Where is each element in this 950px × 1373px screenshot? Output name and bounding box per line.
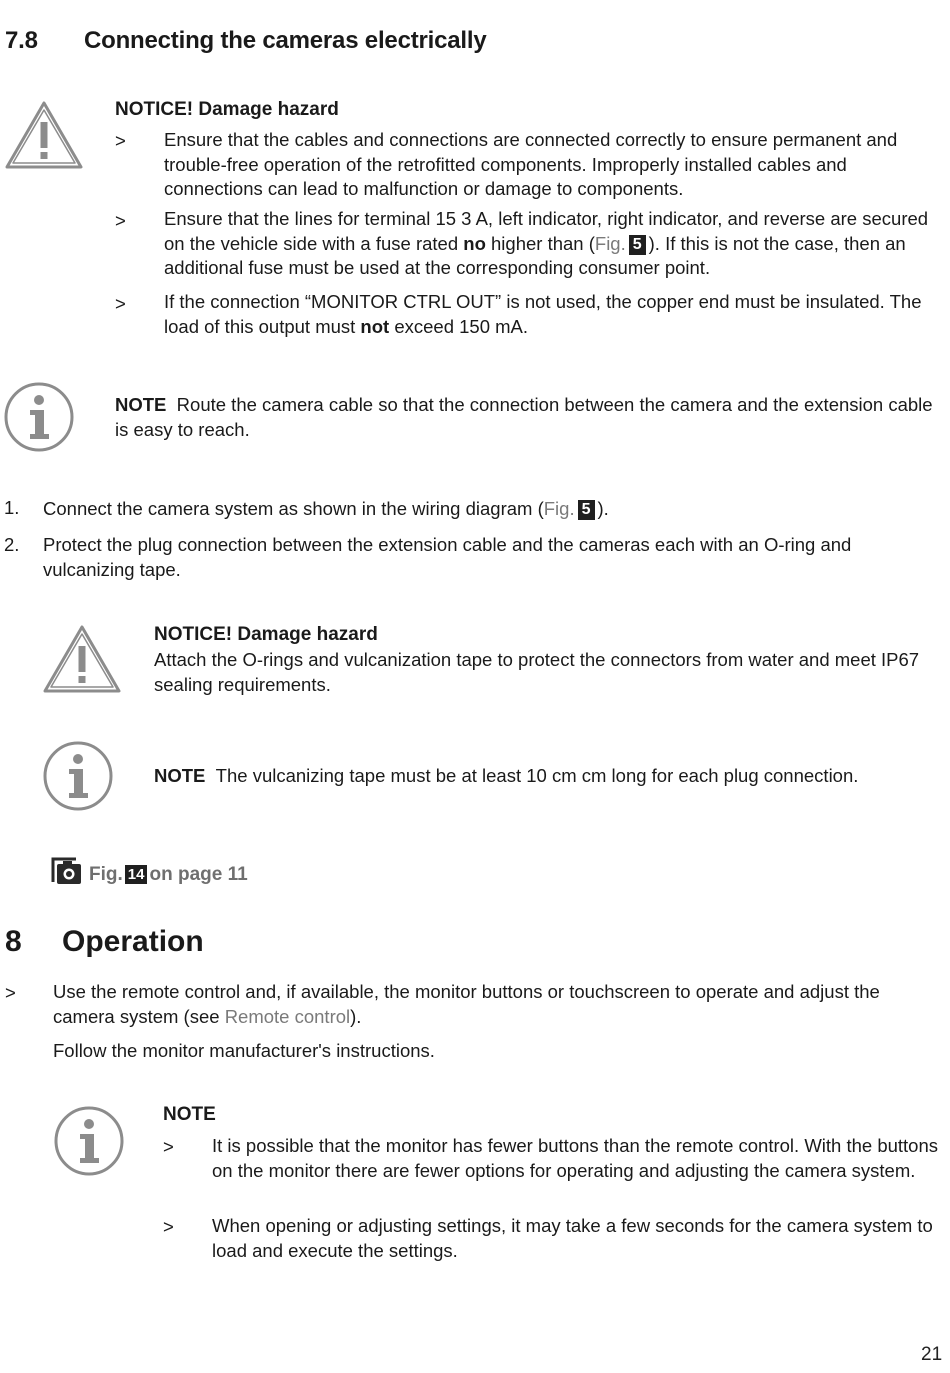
- bullet-marker: >: [163, 1136, 174, 1157]
- figure-reference-link[interactable]: Fig.: [543, 498, 575, 519]
- bullet-marker: >: [115, 130, 126, 151]
- step-text-part: ).: [597, 498, 609, 519]
- warning-icon: [4, 100, 84, 170]
- notice-item-text: If the connection “MONITOR CTRL OUT” is not used, the copper end must be insulated. The load of this output must: [164, 291, 922, 337]
- notice-item-text: Ensure that the lines for terminal 15 3 A, left indicator, right indicator, and reverse are secured on the vehicle side with a fuse rated: [164, 208, 929, 254]
- instruction-text: [53, 980, 923, 1029]
- instruction-followup: Follow the monitor manufacturer's instructions.: [53, 1040, 435, 1061]
- note-text: [154, 764, 944, 789]
- warning-icon: [42, 624, 122, 694]
- figure-reference[interactable]: [89, 864, 248, 886]
- note-item: It is possible that the monitor has fewer buttons than the remote control. With the buttons on the monitor there are fewer options for operating and adjusting the camera system.: [212, 1135, 938, 1181]
- section-number: 7.8: [5, 27, 38, 54]
- notice-item: [164, 207, 946, 281]
- note-body: Route the camera cable so that the connection between the camera and the extension cable is easy to reach.: [115, 394, 933, 440]
- figure-label: Fig.: [89, 864, 123, 885]
- bullet-marker: >: [115, 293, 126, 314]
- notice-item: Ensure that the cables and connections are connected correctly to ensure permanent and trouble-free operation of the retrofitted components. Improperly installed cables and connections can lead to malfunction or damage to components.: [164, 129, 898, 199]
- figure-number-badge: 14: [125, 865, 148, 884]
- figure-number-badge: 5: [629, 235, 646, 255]
- figure-reference-link[interactable]: Fig.: [594, 232, 626, 254]
- note-body: The vulcanizing tape must be at least 10 cm cm long for each plug connection.: [215, 765, 859, 786]
- section-title: Connecting the cameras electrically: [84, 27, 487, 54]
- notice-item: [164, 290, 946, 339]
- note-label: NOTE: [154, 765, 206, 786]
- instruction-text-part: Use the remote control and, if available, the monitor buttons or touchscreen to operate and adjust the camera system (see: [53, 981, 880, 1027]
- section-title: Operation: [62, 925, 204, 958]
- notice-item-text: higher than (: [485, 232, 595, 254]
- notice-item-text: exceed 150 mA.: [389, 315, 529, 337]
- emphasis: no: [463, 232, 486, 254]
- camera-icon: [51, 856, 83, 886]
- info-icon: [3, 381, 75, 453]
- info-icon: [42, 740, 114, 812]
- remote-control-link[interactable]: Remote control: [224, 1005, 351, 1027]
- note-label: NOTE: [115, 394, 167, 415]
- step-text: [43, 497, 943, 522]
- note-label: NOTE: [163, 1104, 216, 1125]
- figure-page-text: on page 11: [149, 864, 248, 885]
- step-number: 2.: [4, 534, 20, 555]
- notice-text: Attach the O-rings and vulcanization tape to protect the connectors from water and meet IP67 sealing requirements.: [154, 649, 920, 695]
- step-number: 1.: [4, 497, 20, 518]
- page-number: 21: [921, 1344, 943, 1365]
- section-number: 8: [5, 925, 22, 958]
- step-text: Protect the plug connection between the extension cable and the cameras each with an O-ring and vulcanizing tape.: [43, 534, 852, 580]
- bullet-marker: >: [5, 982, 16, 1003]
- bullet-marker: >: [115, 210, 126, 231]
- note-text: [115, 393, 935, 442]
- notice-heading: NOTICE! Damage hazard: [115, 99, 339, 120]
- note-item: When opening or adjusting settings, it may take a few seconds for the camera system to load and execute the settings.: [212, 1215, 933, 1261]
- instruction-text-part: ).: [350, 1005, 362, 1027]
- bullet-marker: >: [163, 1216, 174, 1237]
- info-icon: [53, 1105, 125, 1177]
- notice-heading: NOTICE! Damage hazard: [154, 624, 378, 645]
- notice-item-text: ). If this is not the case, then an additional fuse must be used at the corresponding consumer point.: [164, 232, 906, 278]
- figure-number-badge: 5: [578, 500, 595, 520]
- emphasis: not: [360, 315, 390, 337]
- step-text-part: Connect the camera system as shown in the wiring diagram (: [43, 498, 544, 519]
